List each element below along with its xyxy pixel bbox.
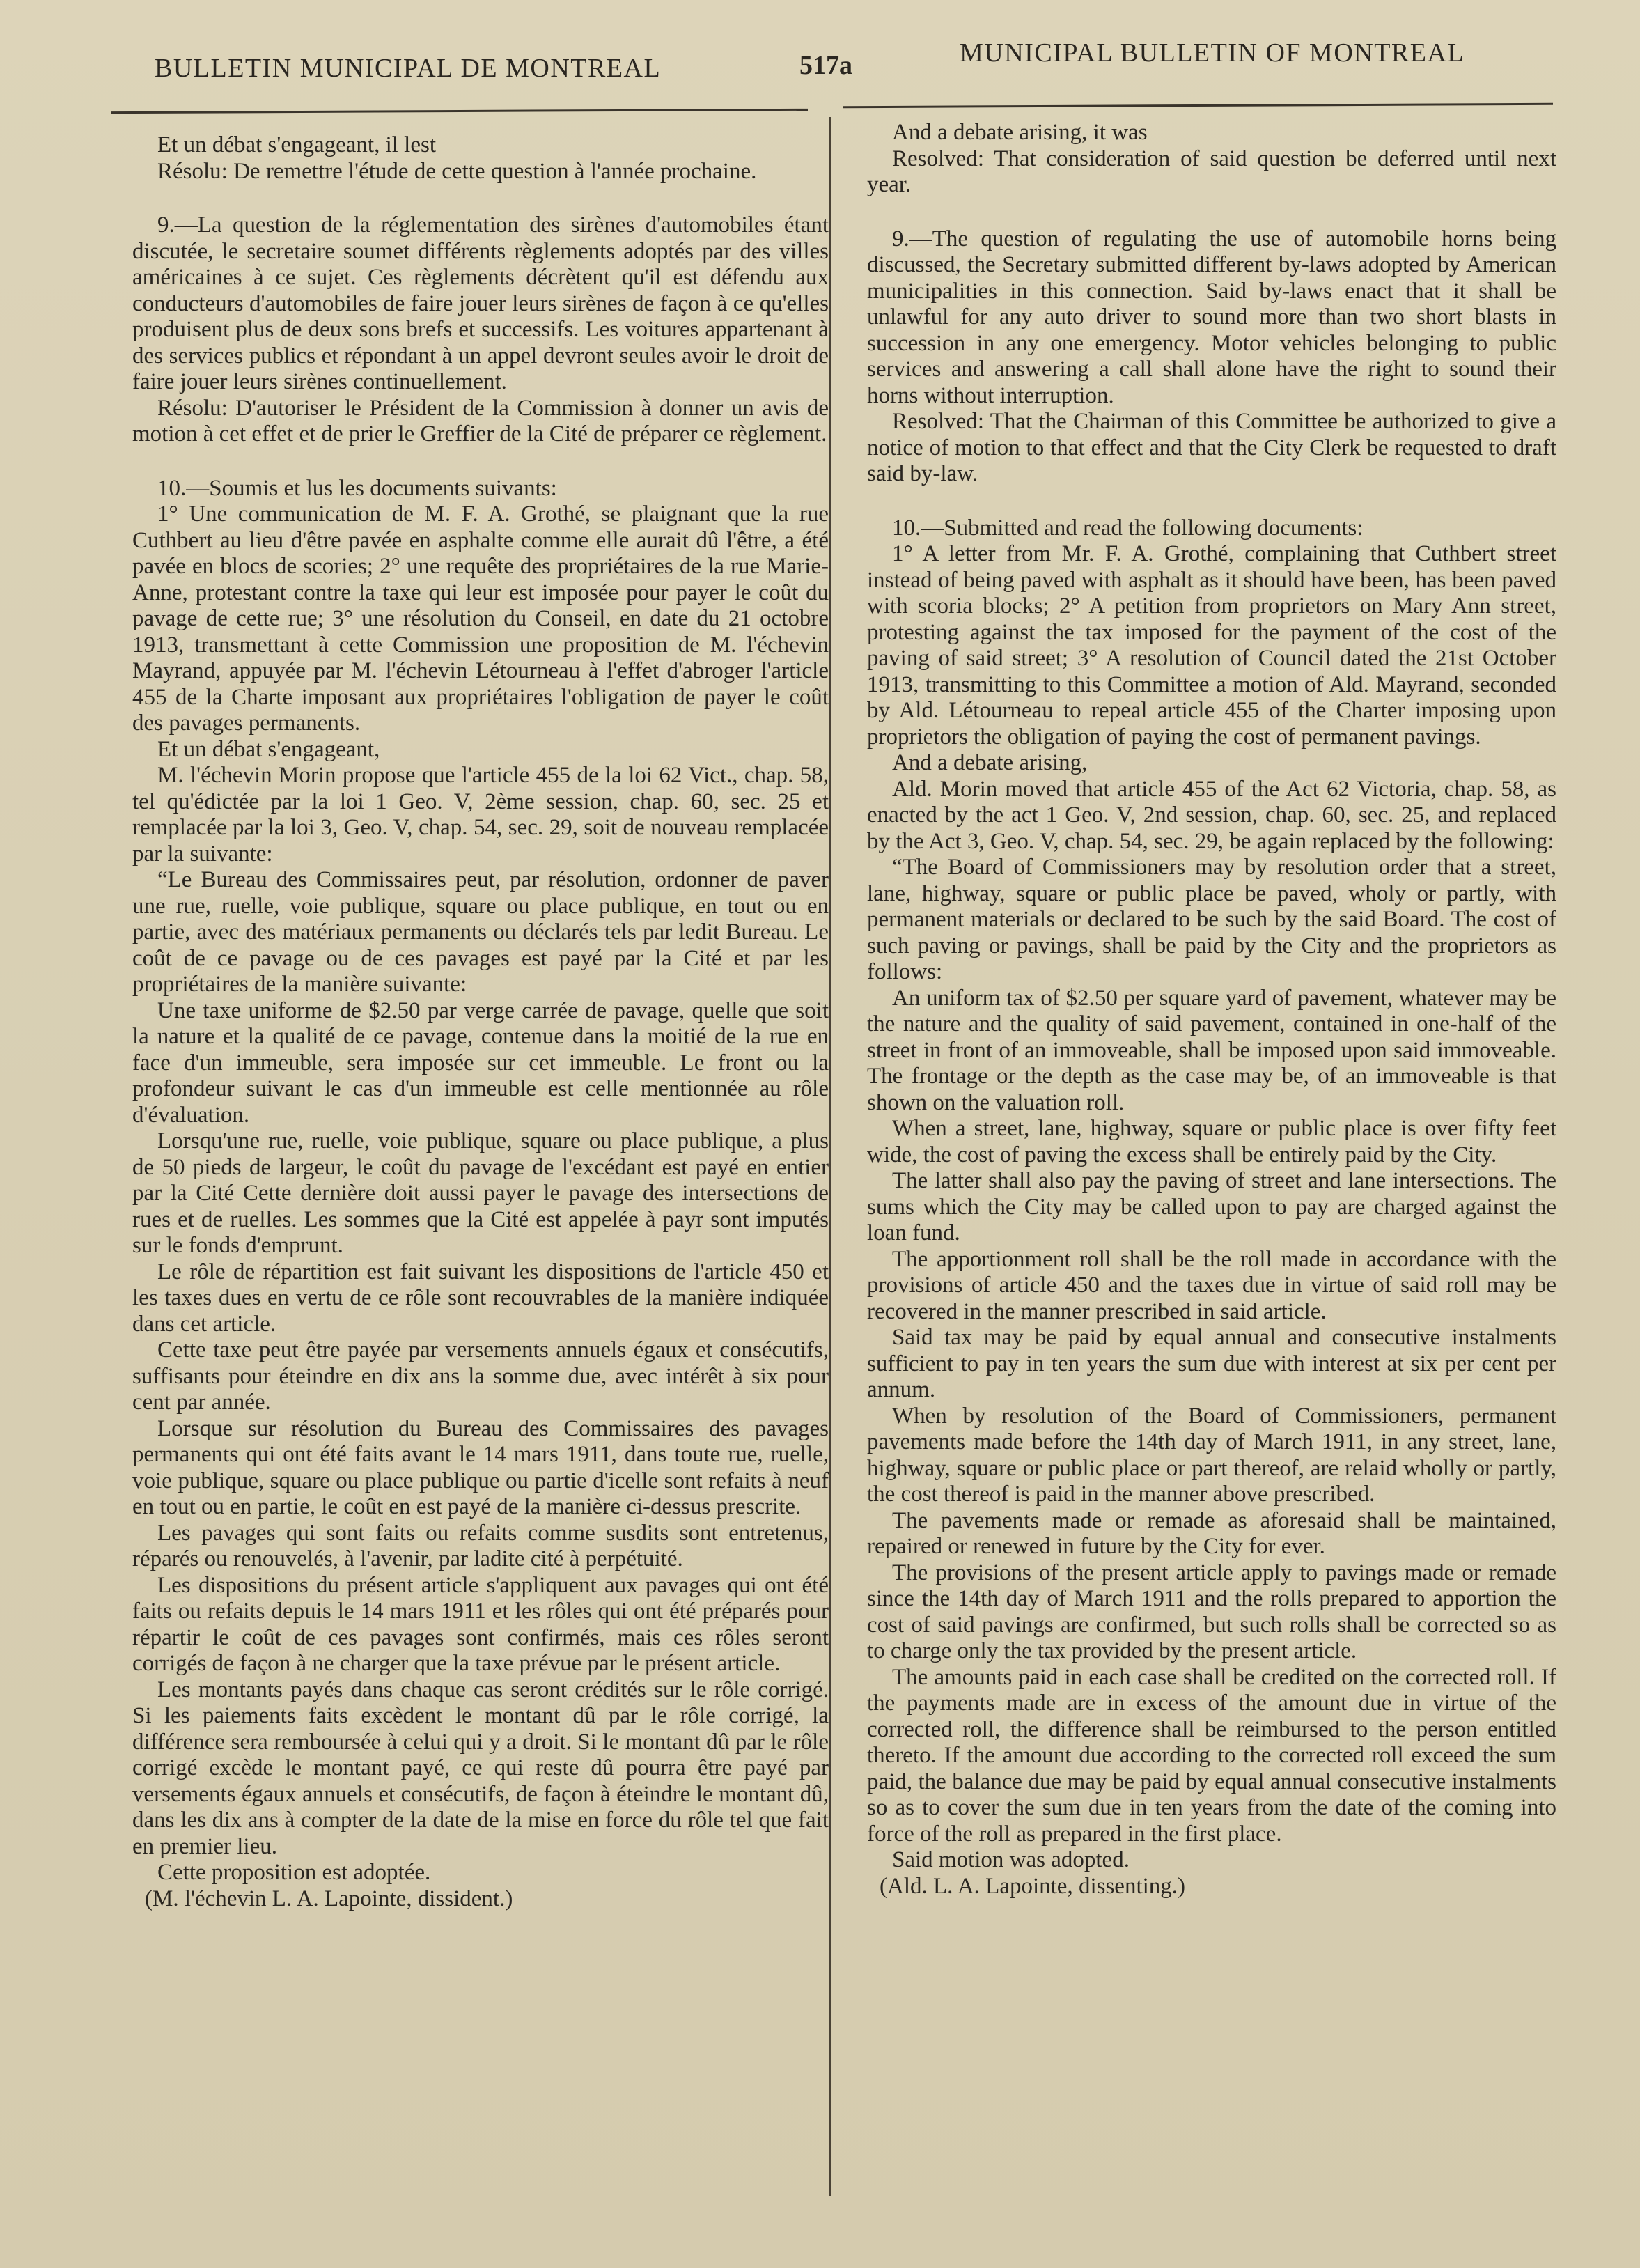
- fr-debate-2: Et un débat s'engageant,: [157, 736, 380, 762]
- fr-article-para-5: Cette taxe peut être payée par versements annuels égaux et consécutifs, suffisants pour éteindre en dix ans la somme due, avec intérêt à six pour cent par année.: [132, 1337, 829, 1415]
- column-divider: [829, 117, 831, 2196]
- french-column: [132, 132, 829, 1912]
- en-resolved-1: Resolved: That consideration of said question be deferred until next year.: [867, 146, 1556, 197]
- fr-article-para-8: Les dispositions du présent article s'appliquent aux pavages qui ont été faits ou refaits depuis le 14 mars 1911 et les rôles qui ont été préparés pour répartir le coût de ces pavages sont confirmés, mais ces rôles seront corrigés de façon à ne charger que la taxe prévue par le présent article.: [132, 1572, 829, 1676]
- en-resolved-2: Resolved: That the Chairman of this Committee be authorized to give a notice of motion to that effect and that the City Clerk be requested to draft said by-law.: [867, 409, 1556, 486]
- fr-dissent: (M. l'échevin L. A. Lapointe, dissident.): [145, 1886, 513, 1911]
- english-column: [867, 120, 1556, 1900]
- en-debate-2: And a debate arising,: [892, 750, 1088, 775]
- en-adopted: Said motion was adopted.: [892, 1847, 1130, 1872]
- en-item-10: 10.—Submitted and read the following documents:: [892, 515, 1364, 541]
- page-number: 517a: [799, 51, 852, 80]
- en-article-para-8: The pavements made or remade as aforesaid shall be maintained, repaired or renewed in future by the City for ever.: [867, 1507, 1556, 1559]
- en-dissent: (Ald. L. A. Lapointe, dissenting.): [880, 1873, 1186, 1899]
- header-french-title: BULLETIN MUNICIPAL DE MONTREAL: [155, 54, 662, 83]
- en-item-9: 9.—The question of regulating the use of automobile horns being discussed, the Secretary submitted different by-laws adopted by American municipalities in this connection. Said by-laws enact that it shall be unlawful for any auto driver to sound more than two short blasts in succession in any one emergency. Motor vehicles belonging to public services and answering a call shall alone have the right to sound their horns without interruption.: [867, 226, 1556, 408]
- running-head: [0, 33, 1640, 96]
- en-article-para-1: “The Board of Commissioners may by resolution order that a street, lane, highway, square or public place be paved, wholy or partly, with permanent materials or declared to be such by the said Board. The cost of such paving or pavings, shall be paid by the City and the proprietors as follows:: [867, 855, 1556, 984]
- en-article-para-10: The amounts paid in each case shall be credited on the corrected roll. If the payments made are in excess of the amount due in virtue of the corrected roll, the difference shall be reimbursed to the person entitled thereto. If the amount due according to the corrected roll exceed the sum paid, the balance due may be paid by equal annual consecutive instalments so as to cover the sum due in ten years from the date of the coming into force of the roll as prepared in the first place.: [867, 1664, 1556, 1847]
- fr-item-10: 10.—Soumis et lus les documents suivants:: [157, 475, 557, 501]
- en-article-para-9: The provisions of the present article apply to pavings made or remade since the 14th day of March 1911 and the rolls prepared to apportion the cost of said pavings are confirmed, but such rolls shall be corrected so as to charge only the tax provided by the present article.: [867, 1560, 1556, 1663]
- en-article-para-7: When by resolution of the Board of Commissioners, permanent pavements made before the 14th day of March 1911, in any street, lane, highway, square or public place or part thereof, are relaid wholly or partly, the cost thereof is paid in the manner above prescribed.: [867, 1403, 1556, 1507]
- en-article-para-4: The latter shall also pay the paving of street and lane intersections. The sums which the City may be called upon to pay are charged against the loan fund.: [867, 1168, 1556, 1245]
- fr-resolu-1: Résolu: De remettre l'étude de cette question à l'année prochaine.: [157, 158, 757, 184]
- header-rule-left: [111, 109, 808, 114]
- en-article-para-6: Said tax may be paid by equal annual and consecutive instalments sufficient to pay in ten years the sum due with interest at six per cent per annum.: [867, 1325, 1556, 1402]
- fr-article-para-3: Lorsqu'une rue, ruelle, voie publique, square ou place publique, a plus de 50 pieds de largeur, le coût du pavage de l'excédant est payé en entier par la Cité Cette dernière doit aussi payer le pavage des intersections de rues et de ruelles. Les sommes que la Cité est appelée à payr sont imputés sur le fonds d'emprunt.: [132, 1128, 829, 1258]
- fr-debate-1: Et un débat s'engageant, il lest: [157, 132, 436, 157]
- fr-article-para-9: Les montants payés dans chaque cas seront crédités sur le rôle corrigé. Si les paiements faits excèdent le montant dû par le rôle corrigé, la différence sera remboursée à celui qui y a droit. Si le montant dû par le rôle corrigé excède le montant payé, ce qui reste dû pourra être payé par versements égaux annuels et consécutifs, de façon à éteindre le montant dû, dans les dix ans à compter de la date de la mise en force du rôle tel que fait en premier lieu.: [132, 1677, 829, 1859]
- fr-morin-motion: M. l'échevin Morin propose que l'article 455 de la loi 62 Vict., chap. 58, tel qu'édictée par la loi 1 Geo. V, 2ème session, chap. 60, sec. 25 et remplacée par la loi 3, Geo. V, chap. 54, sec. 29, soit de nouveau remplacée par la suivante:: [132, 763, 829, 867]
- en-article-para-2: An uniform tax of $2.50 per square yard of pavement, whatever may be the nature and the quality of said pavement, contained in one-half of the street in front of an immoveable, shall be imposed upon said immoveable. The frontage or the depth as the case may be, of an immoveable is that shown on the valuation roll.: [867, 985, 1556, 1115]
- fr-item-10-documents: 1° Une communication de M. F. A. Grothé, se plaignant que la rue Cuthbert au lieu d'être pavée en asphalte comme elle aurait dû l'être, a été pavée en blocs de scories; 2° une requête des propriétaires de la rue Marie-Anne, protestant contre la taxe qui leur est imposée pour payer le coût du pavage de cette rue; 3° une résolution du Conseil, en date du 21 octobre 1913, transmettant à cette Commission une proposition de M. l'échevin Mayrand, appuyée par M. l'échevin Létourneau à l'effet d'abroger l'article 455 de la Charte imposant aux propriétaires l'obligation de payer le coût des pavages permanents.: [132, 502, 829, 736]
- fr-article-para-6: Lorsque sur résolution du Bureau des Commissaires des pavages permanents qui ont été faits avant le 14 mars 1911, dans toute rue, ruelle, voie publique, square ou place publique ou partie d'icelle sont refaits à neuf en tout ou en partie, le coût en est payé de la manière ci-dessus prescrite.: [132, 1415, 829, 1519]
- header-english-title: MUNICIPAL BULLETIN OF MONTREAL: [960, 38, 1465, 68]
- fr-resolu-2: Résolu: D'autoriser le Président de la Commission à donner un avis de motion à cet effet et de prier le Greffier de la Cité de préparer ce règlement.: [132, 395, 829, 446]
- fr-article-para-1: “Le Bureau des Commissaires peut, par résolution, ordonner de paver une rue, ruelle, voie publique, square ou place publique, en tout ou en partie, avec des matériaux permanents ou déclarés tels par ledit Bureau. Le coût de ce pavage ou de ces pavages est payé par la Cité et par les propriétaires de la manière suivante:: [132, 867, 829, 997]
- header-rule-right: [843, 103, 1553, 108]
- fr-item-9: 9.—La question de la réglementation des sirènes d'automobiles étant discutée, le secretaire soumet différents règlements adoptés par des villes américaines à ce sujet. Ces règlements décrètent qu'il est défendu aux conducteurs d'automobiles de faire jouer leurs sirènes de façon à ce qu'elles produisent plus de deux sons brefs et successifs. Les voitures appartenant à des services publics et répondant à un appel devront seules avoir le droit de faire jouer leurs sirènes continuellement.: [132, 212, 829, 394]
- fr-article-para-2: Une taxe uniforme de $2.50 par verge carrée de pavage, quelle que soit la nature et la qualité de ce pavage, contenue dans la moitié de la rue en face d'un immeuble, sera imposée sur cet immeuble. Le front ou la profondeur suivant le cas d'un immeuble est celle mentionnée au rôle d'évaluation.: [132, 997, 829, 1128]
- fr-adopted: Cette proposition est adoptée.: [157, 1860, 431, 1885]
- en-morin-motion: Ald. Morin moved that article 455 of the Act 62 Victoria, chap. 58, as enacted by the act 1 Geo. V, 2nd session, chap. 60, sec. 25, and replaced by the Act 3, Geo. V, chap. 54, sec. 29, be again replaced by the following:: [867, 776, 1556, 854]
- en-article-para-5: The apportionment roll shall be the roll made in accordance with the provisions of article 450 and the taxes due in virtue of said roll may be recovered in the manner prescribed in said article.: [867, 1246, 1556, 1324]
- fr-article-para-7: Les pavages qui sont faits ou refaits comme susdits sont entretenus, réparés ou renouvelés, à l'avenir, par ladite cité à perpétuité.: [132, 1520, 829, 1571]
- en-debate-1: And a debate arising, it was: [892, 120, 1148, 145]
- en-item-10-documents: 1° A letter from Mr. F. A. Grothé, complaining that Cuthbert street instead of being paved with asphalt as it should have been, has been paved with scoria blocks; 2° A petition from proprietors on Mary Ann street, protesting against the tax imposed for the payment of the cost of the paving of said street; 3° A resolution of Council dated the 21st October 1913, transmitting to this Committee a motion of Ald. Mayrand, seconded by Ald. Létourneau to repeal article 455 of the Charter imposing upon proprietors the obligation of paying the cost of permanent pavings.: [867, 541, 1556, 749]
- fr-article-para-4: Le rôle de répartition est fait suivant les dispositions de l'article 450 et les taxes dues en vertu de ce rôle sont recouvrables de la manière indiquée dans cet article.: [132, 1259, 829, 1337]
- en-article-para-3: When a street, lane, highway, square or public place is over fifty feet wide, the cost of paving the excess shall be entirely paid by the City.: [867, 1116, 1556, 1167]
